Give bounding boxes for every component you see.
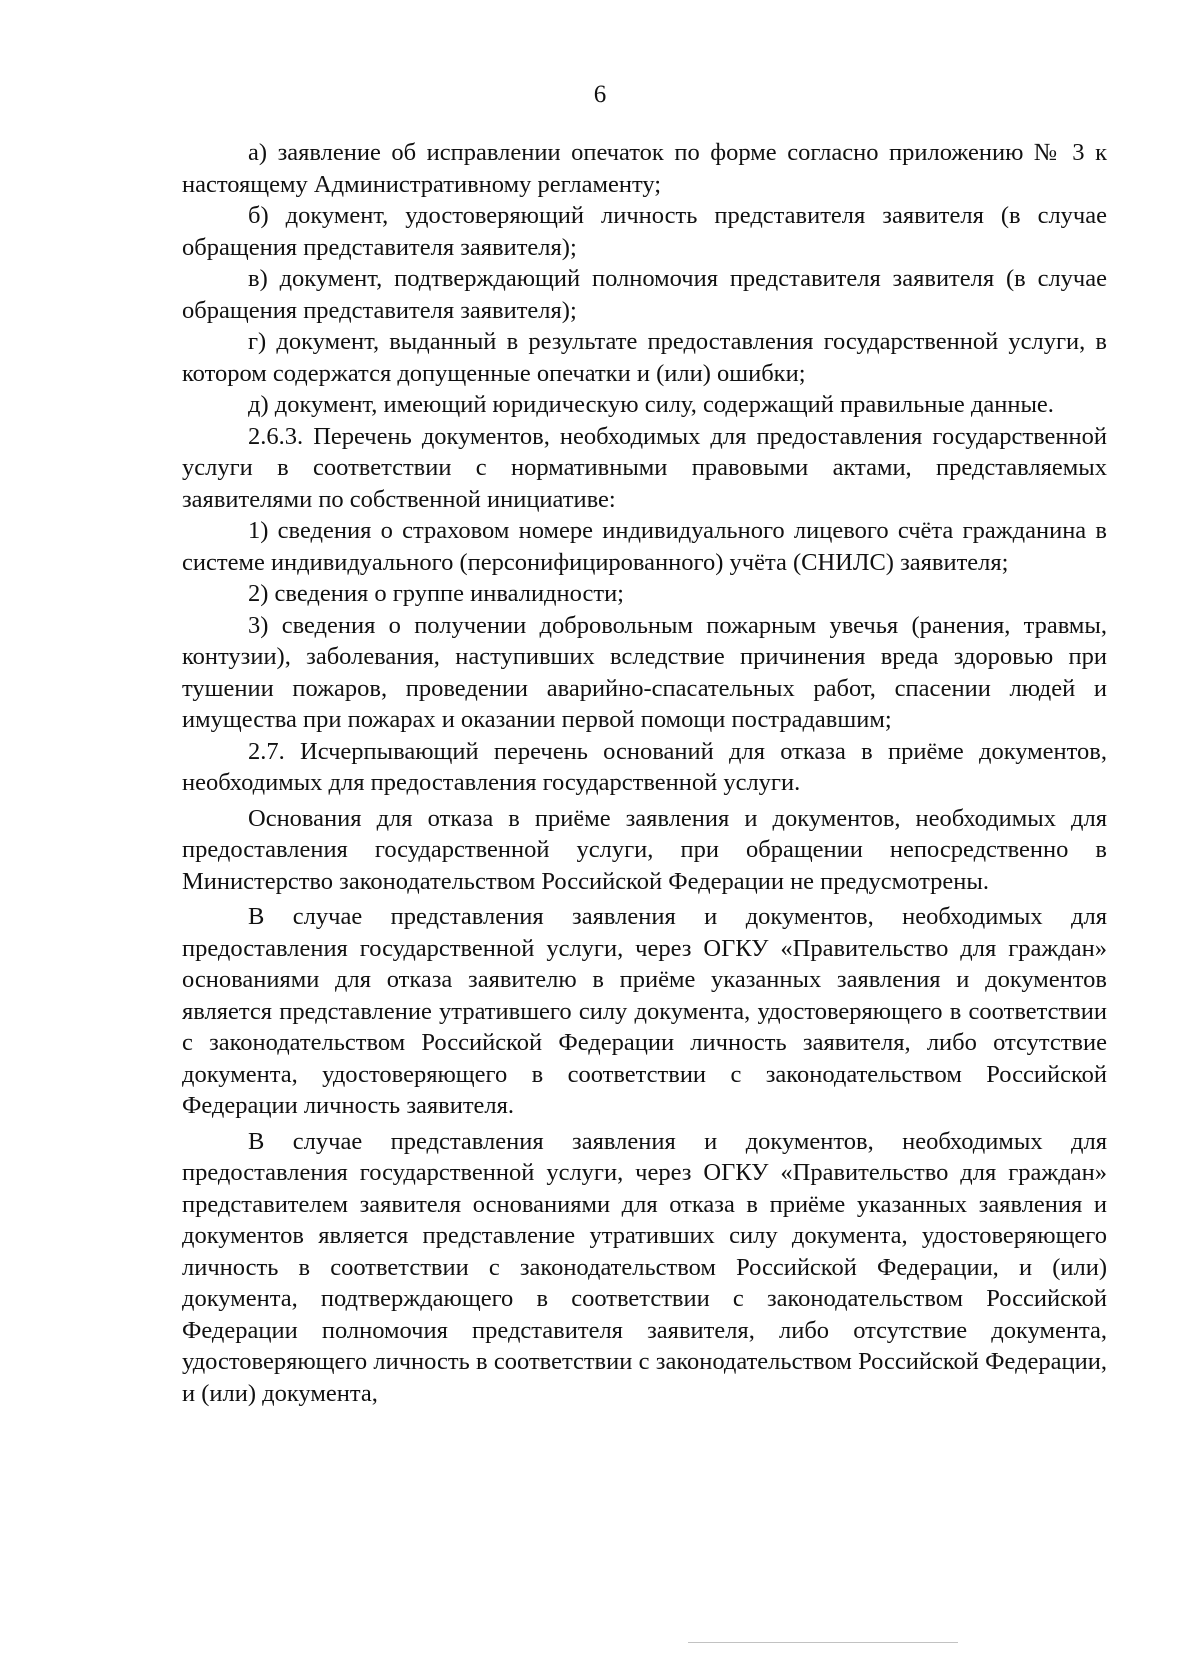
section-2-6-3-paragraph: 2.6.3. Перечень документов, необходимых для предоставления государственной услуги в соответствии с нормативными правовыми актами, представляемых заявителями по собственной инициативе:	[182, 422, 1107, 513]
refusal-grounds-applicant-paragraph: В случае представления заявления и документов, необходимых для предоставления государственной услуги, через ОГКУ «Правительство для граждан» основаниями для отказа заявителю в приёме указанных заявления и документов является представление утратившего силу документа, удостоверяющего в соответствии с законодательством Российской Федерации личность заявителя, либо отсутствие документа, удостоверяющего в соответствии с законодательством Российской Федерации личность заявителя.	[182, 903, 1107, 1119]
section-2-7-heading-paragraph: 2.7. Исчерпывающий перечень оснований для отказа в приёме документов, необходимых для предоставления государственной услуги.	[182, 737, 1107, 796]
scan-artifact-line	[688, 1642, 958, 1643]
refusal-grounds-ministry-paragraph: Основания для отказа в приёме заявления и документов, необходимых для предоставления государственной услуги, при обращении непосредственно в Министерство законодательством Российской Федерации не предусмотрены.	[182, 804, 1107, 895]
list-item-d: д) документ, имеющий юридическую силу, содержащий правильные данные.	[248, 391, 1054, 418]
list-item-a: а) заявление об исправлении опечаток по форме согласно приложению № 3 к настоящему Административному регламенту;	[182, 139, 1107, 198]
list-item-b: б) документ, удостоверяющий личность представителя заявителя (в случае обращения представителя заявителя);	[182, 202, 1107, 261]
page-number: 6	[593, 81, 607, 108]
document-body	[182, 137, 1107, 1409]
refusal-grounds-representative-paragraph: В случае представления заявления и документов, необходимых для предоставления государственной услуги, через ОГКУ «Правительство для граждан» представителем заявителя основаниями для отказа в приёме указанных заявления и документов является представление утративших силу документа, удостоверяющего личность в соответствии с законодательством Российской Федерации, и (или) документа, подтверждающего в соответствии с законодательством Российской Федерации полномочия представителя заявителя, либо отсутствие документа, удостоверяющего личность в соответствии с законодательством Российской Федерации, и (или) документа,	[182, 1127, 1107, 1407]
list-item-2: 2) сведения о группе инвалидности;	[248, 580, 624, 607]
list-item-g: г) документ, выданный в результате предоставления государственной услуги, в котором содержатся допущенные опечатки и (или) ошибки;	[182, 328, 1107, 387]
list-item-v: в) документ, подтверждающий полномочия представителя заявителя (в случае обращения представителя заявителя);	[182, 265, 1107, 324]
list-item-3: 3) сведения о получении добровольным пожарным увечья (ранения, травмы, контузии), заболевания, наступивших вследствие причинения вреда здоровью при тушении пожаров, проведении аварийно-спасательных работ, спасении людей и имущества при пожарах и оказании первой помощи пострадавшим;	[182, 611, 1107, 733]
list-item-1: 1) сведения о страховом номере индивидуального лицевого счёта гражданина в системе индивидуального (персонифицированного) учёта (СНИЛС) заявителя;	[182, 517, 1107, 576]
